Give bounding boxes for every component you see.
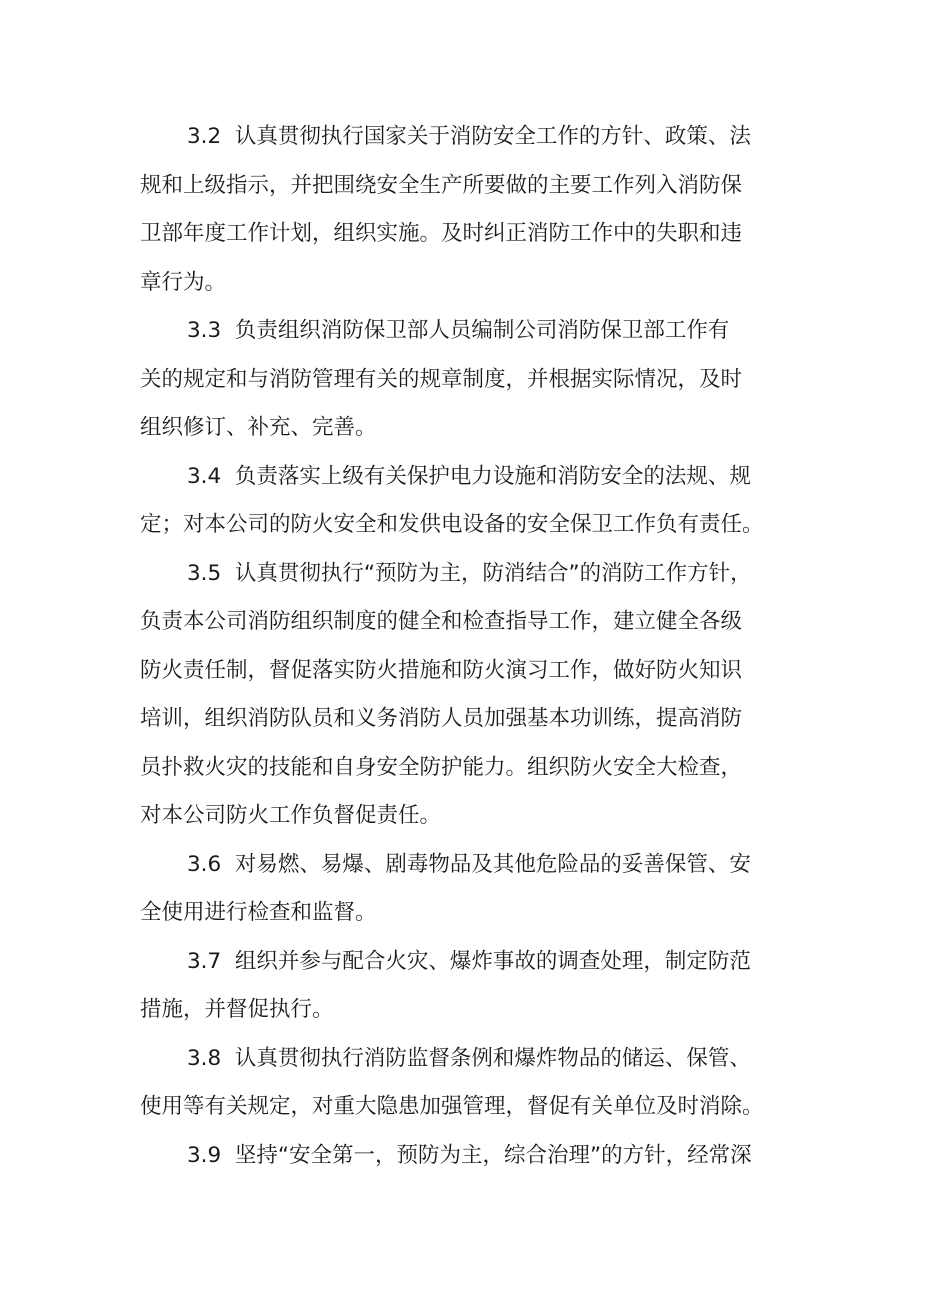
- paragraph-3-5-line-3: 防火责任制，督促落实防火措施和防火演习工作，做好防火知识: [140, 657, 743, 683]
- paragraph-3-3-line-1: [140, 307, 796, 356]
- section-number: 3.9: [187, 1142, 222, 1168]
- section-number: 3.8: [187, 1045, 222, 1071]
- paragraph-text: 认真贯彻执行国家关于消防安全工作的方针、政策、法: [234, 124, 751, 149]
- paragraph-3-5-line-2: 负责本公司消防组织制度的健全和检查指导工作，建立健全各级: [140, 609, 743, 634]
- section-number: 3.3: [187, 318, 222, 343]
- paragraph-text: 认真贯彻执行“预防为主，防消结合”的消防工作方针，: [234, 560, 752, 586]
- paragraph-3-7-line-1: [140, 938, 796, 987]
- paragraph-3-2-line-2: 规和上级指示，并把围绕安全生产所要做的主要工作列入消防保: [140, 172, 743, 198]
- paragraph-3-6-line-2: 全使用进行检查和监督。: [140, 900, 377, 925]
- paragraph-text: 坚持“安全第一，预防为主，综合治理”的方针，经常深: [234, 1142, 752, 1168]
- paragraph-3-2-line-4: 章行为。: [140, 269, 227, 295]
- paragraph-text: 负责组织消防保卫部人员编制公司消防保卫部工作有: [234, 318, 730, 343]
- paragraph-3-5-line-6: 对本公司防火工作负督促责任。: [140, 803, 442, 828]
- section-number: 3.4: [187, 463, 222, 489]
- paragraph-3-8-line-1: [140, 1035, 796, 1084]
- section-number: 3.6: [187, 851, 222, 877]
- paragraph-3-5-line-4: 培训，组织消防队员和义务消防人员加强基本功训练，提高消防: [140, 706, 743, 731]
- paragraph-3-7-line-2: 措施，并督促执行。: [140, 997, 334, 1022]
- section-number: 3.5: [187, 560, 222, 586]
- paragraph-3-8-line-2: 使用等有关规定，对重大隐患加强管理，督促有关单位及时消除。: [140, 1094, 764, 1119]
- paragraph-3-3-line-3: 组织修订、补充、完善。: [140, 415, 377, 440]
- paragraph-3-2-line-3: 卫部年度工作计划，组织实施。及时纠正消防工作中的失职和违: [140, 221, 743, 246]
- paragraph-3-4-line-2: 定；对本公司的防火安全和发供电设备的安全保卫工作负有责任。: [140, 512, 764, 537]
- paragraph-3-5-line-5: 员扑救火灾的技能和自身安全防护能力。组织防火安全大检查，: [140, 754, 743, 780]
- paragraph-text: 对易燃、易爆、剧毒物品及其他危险品的妥善保管、安: [234, 851, 751, 877]
- paragraph-text: 组织并参与配合火灾、爆炸事故的调查处理，制定防范: [234, 948, 751, 974]
- section-number: 3.2: [187, 124, 222, 149]
- paragraph-3-2-line-1: [140, 113, 796, 162]
- paragraph-text: 认真贯彻执行消防监督条例和爆炸物品的储运、保管、: [234, 1045, 751, 1071]
- paragraph-text: 负责落实上级有关保护电力设施和消防安全的法规、规: [234, 463, 751, 489]
- paragraph-3-9-line-1: [140, 1132, 796, 1181]
- paragraph-3-3-line-2: 关的规定和与消防管理有关的规章制度，并根据实际情况，及时: [140, 366, 743, 392]
- paragraph-3-5-line-1: [140, 550, 796, 599]
- paragraph-3-4-line-1: [140, 453, 796, 502]
- document-body: [140, 113, 796, 1180]
- section-number: 3.7: [187, 948, 222, 974]
- paragraph-3-6-line-1: [140, 841, 796, 890]
